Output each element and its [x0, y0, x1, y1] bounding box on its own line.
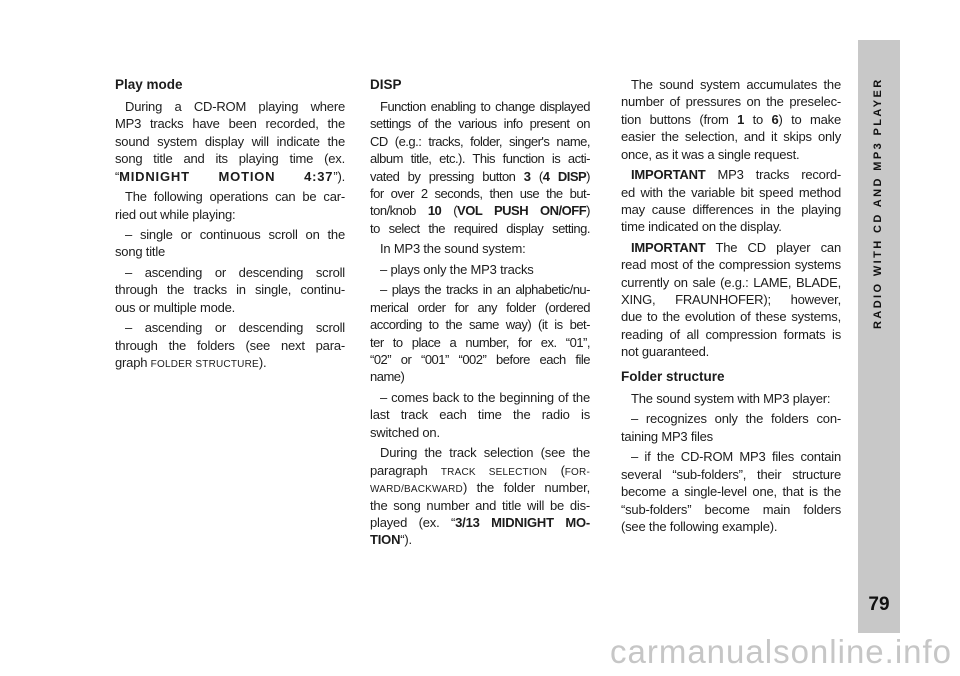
text-line: – comes back to the beginning of the: [380, 389, 590, 405]
text-column-2: [370, 76, 590, 549]
text-line: settings of the various info present on: [370, 116, 590, 132]
text-run: “: [115, 168, 120, 184]
bold-text: MIDNIGHT MOTION 4:37: [119, 168, 334, 184]
bold-text: 6: [771, 111, 779, 127]
important-label: IMPORTANT: [631, 239, 706, 255]
paragraph: [370, 258, 590, 279]
text-line: last track each time the radio is: [370, 407, 590, 423]
text-line: [621, 239, 841, 256]
text-line: (see the following example).: [621, 518, 778, 534]
text-run: graph: [115, 355, 151, 371]
text-line: During a CD-ROM playing where: [125, 98, 345, 114]
text-line: ous or multiple mode.: [115, 299, 236, 315]
small-caps-text: FOR-: [564, 466, 590, 478]
section-heading-disp: DISP: [370, 77, 402, 92]
text-line: – if the CD-ROM MP3 files contain: [631, 449, 841, 465]
text-run: ): [586, 168, 590, 184]
text-line: for over 2 seconds, then use the but-: [370, 185, 590, 201]
text-line: album title, etc.). This function is acti-: [370, 151, 590, 167]
text-line: ter to place a number, for ex. “01”,: [370, 334, 590, 350]
text-line: read most of the compression systems: [621, 257, 841, 273]
bold-text: TION: [370, 532, 401, 548]
text-line: according to the same way) (it is bet-: [370, 317, 590, 333]
text-line: [370, 531, 590, 548]
bold-text: 3/13 MIDNIGHT MO-: [455, 514, 591, 530]
paragraph: [370, 441, 590, 549]
paragraph: [370, 386, 590, 441]
text-line: XING, FRAUNHOFER); however,: [621, 292, 841, 308]
paragraph: [621, 236, 841, 361]
text-line: [370, 514, 590, 531]
text-line: – plays the tracks in an alphabetic/nu-: [380, 282, 590, 298]
text-run: The CD player can: [705, 239, 841, 255]
text-run: ton/knob: [370, 203, 428, 219]
text-line: song title: [115, 244, 166, 260]
text-line: [370, 479, 590, 496]
small-caps-text: FOLDER STRUCTURE: [150, 359, 259, 371]
text-run: (: [441, 203, 458, 219]
text-line: – plays only the MP3 tracks: [380, 261, 534, 277]
bold-text: 3: [523, 168, 531, 184]
text-line: “sub-folders” become main folders: [621, 501, 841, 517]
paragraph: [370, 237, 590, 258]
text-line: easier the selection, and it skips only: [621, 129, 841, 145]
text-run: played (ex. “: [370, 514, 456, 530]
text-line: currently on sale (e.g.: LAME, BLADE,: [621, 274, 841, 290]
text-line: – ascending or descending scroll: [125, 265, 345, 281]
text-line: MP3 tracks have been recorded, the: [115, 116, 345, 132]
important-label: IMPORTANT: [631, 167, 706, 183]
text-line: the song number and title will be dis-: [370, 497, 590, 513]
text-run: to: [744, 111, 772, 127]
text-run: (: [530, 168, 543, 184]
text-line: ed with the variable bit speed method: [621, 184, 841, 200]
text-line: number of pressures on the preselec-: [621, 94, 841, 110]
text-line: sound system display will indicate the: [115, 133, 345, 149]
text-line: merical order for any folder (ordered: [370, 299, 590, 315]
bold-text: VOL PUSH ON/OFF: [457, 203, 587, 219]
text-run: ).: [258, 355, 267, 371]
text-line: CD (e.g.: tracks, folder, singer's name,: [370, 133, 590, 149]
section-heading-play-mode: Play mode: [115, 77, 183, 92]
paragraph: [115, 316, 345, 371]
text-column-3: [621, 76, 841, 535]
text-run: vated by pressing button: [370, 168, 524, 184]
text-line: reading of all compression formats is: [621, 326, 841, 342]
text-run: ) to make: [778, 111, 842, 127]
text-line: song title and its playing time (ex.: [115, 151, 345, 167]
paragraph: [115, 223, 345, 261]
text-line: ried out while playing:: [115, 206, 236, 222]
text-run: (: [547, 462, 565, 478]
text-line: name): [370, 369, 405, 385]
paragraph: [621, 163, 841, 236]
section-heading-folder-structure: Folder structure: [621, 368, 725, 384]
text-line: “02” or “001” “002” before each file: [370, 352, 590, 367]
text-line: – recognizes only the folders con-: [631, 411, 841, 427]
section-tab: [858, 40, 900, 633]
bold-text: 1: [737, 111, 745, 127]
text-line: through the tracks in single, continu-: [115, 282, 345, 298]
paragraph: [115, 185, 345, 223]
text-line: [621, 166, 841, 183]
section-tab-title: RADIO WITH CD AND MP3 PLAYER: [872, 77, 884, 329]
text-line: The following operations can be car-: [125, 189, 345, 205]
text-line: – single or continuous scroll on the: [125, 227, 345, 243]
paragraph: [370, 278, 590, 386]
text-line: not guaranteed.: [621, 344, 710, 360]
text-run: ): [586, 203, 590, 219]
text-line: to select the required display setting.: [370, 220, 590, 236]
page-number: 79: [868, 594, 890, 615]
paragraph: [115, 261, 345, 316]
text-run: “).: [400, 532, 412, 548]
paragraph: [621, 76, 841, 163]
text-line: The sound system accumulates the: [631, 77, 841, 92]
paragraph: [621, 445, 841, 535]
text-line: [115, 168, 345, 185]
text-line: once, as it was a single request.: [621, 146, 800, 162]
text-line: may cause differences in the playing: [621, 201, 841, 217]
text-line: time indicated on the display.: [621, 219, 782, 235]
text-run: paragraph: [370, 462, 441, 478]
text-line: During the track selection (see the: [380, 445, 590, 461]
paragraph: [370, 95, 590, 237]
text-line: through the folders (see next para-: [115, 337, 345, 353]
text-line: The sound system with MP3 player:: [631, 390, 831, 406]
text-line: [370, 202, 590, 219]
text-line: [370, 168, 590, 185]
text-line: taining MP3 files: [621, 428, 713, 444]
text-line: become a single-level one, that is the: [621, 484, 841, 500]
text-line: [370, 462, 590, 479]
text-run: tion buttons (from: [621, 111, 738, 127]
small-caps-text: TRACK SELECTION: [440, 466, 548, 478]
bold-text: 4 DISP: [542, 168, 587, 184]
text-run: ”).: [333, 168, 345, 184]
text-column-1: [115, 76, 345, 372]
text-line: switched on.: [370, 424, 440, 440]
paragraph: [621, 407, 841, 445]
text-line: [621, 111, 841, 128]
text-run: ) the folder number,: [462, 480, 590, 496]
paragraph: [115, 95, 345, 185]
paragraph: [621, 387, 841, 408]
text-line: In MP3 the sound system:: [380, 241, 526, 257]
bold-text: 10: [427, 203, 442, 219]
watermark: carmanualsonline.info: [610, 633, 953, 670]
text-line: due to the evolution of these systems,: [621, 309, 841, 325]
text-line: – ascending or descending scroll: [125, 320, 345, 336]
text-run: MP3 tracks record-: [705, 167, 841, 183]
text-line: [115, 354, 345, 371]
small-caps-text: WARD/BACKWARD: [370, 484, 463, 496]
text-line: Function enabling to change displayed: [380, 98, 590, 114]
text-line: several “sub-folders”, their structure: [621, 466, 841, 482]
